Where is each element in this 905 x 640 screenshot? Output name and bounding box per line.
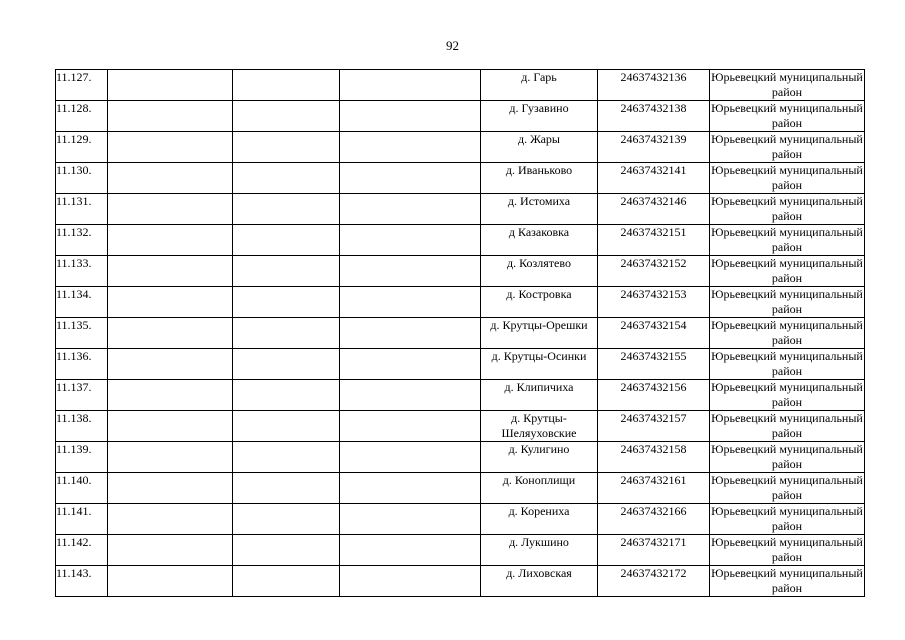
oktmo-code-cell: 24637432136 bbox=[598, 70, 710, 101]
empty-cell bbox=[340, 411, 481, 442]
empty-cell bbox=[108, 442, 233, 473]
settlement-name-cell: д. Жары bbox=[481, 132, 598, 163]
oktmo-code-cell: 24637432158 bbox=[598, 442, 710, 473]
empty-cell bbox=[233, 535, 340, 566]
settlement-name-cell: д. Коноплищи bbox=[481, 473, 598, 504]
empty-cell bbox=[108, 101, 233, 132]
settlement-name-cell: д. Козлятево bbox=[481, 256, 598, 287]
row-number-cell: 11.139. bbox=[56, 442, 108, 473]
settlement-name-cell: д. Крутцы-Осинки bbox=[481, 349, 598, 380]
table-row bbox=[56, 504, 865, 535]
empty-cell bbox=[340, 442, 481, 473]
row-number-cell: 11.143. bbox=[56, 566, 108, 597]
district-cell: Юрьевецкий муниципальный район bbox=[711, 535, 863, 564]
empty-cell bbox=[340, 287, 481, 318]
table-row bbox=[56, 442, 865, 473]
row-number-cell: 11.129. bbox=[56, 132, 108, 163]
empty-cell bbox=[233, 566, 340, 597]
district-cell: Юрьевецкий муниципальный район bbox=[711, 566, 863, 595]
district-cell: Юрьевецкий муниципальный район bbox=[711, 256, 863, 285]
table-row bbox=[56, 473, 865, 504]
empty-cell bbox=[233, 349, 340, 380]
settlement-name-cell: д. Крутцы-Шеляуховские bbox=[481, 411, 598, 442]
empty-cell bbox=[340, 349, 481, 380]
oktmo-code-cell: 24637432152 bbox=[598, 256, 710, 287]
empty-cell bbox=[233, 132, 340, 163]
oktmo-code-cell: 24637432166 bbox=[598, 504, 710, 535]
settlement-name-cell: д. Лукшино bbox=[481, 535, 598, 566]
empty-cell bbox=[108, 132, 233, 163]
empty-cell bbox=[233, 318, 340, 349]
district-cell: Юрьевецкий муниципальный район bbox=[711, 132, 863, 161]
settlement-name-cell: д. Лиховская bbox=[481, 566, 598, 597]
oktmo-code-cell: 24637432154 bbox=[598, 318, 710, 349]
oktmo-code-cell: 24637432151 bbox=[598, 225, 710, 256]
settlement-name-cell: д. Истомиха bbox=[481, 194, 598, 225]
empty-cell bbox=[233, 473, 340, 504]
empty-cell bbox=[340, 566, 481, 597]
table-row bbox=[56, 535, 865, 566]
settlement-name-cell: д. Крутцы-Орешки bbox=[481, 318, 598, 349]
empty-cell bbox=[233, 101, 340, 132]
district-cell: Юрьевецкий муниципальный район bbox=[711, 287, 863, 316]
empty-cell bbox=[340, 473, 481, 504]
empty-cell bbox=[108, 318, 233, 349]
empty-cell bbox=[233, 411, 340, 442]
table-row bbox=[56, 349, 865, 380]
page-number: 92 bbox=[446, 38, 459, 53]
oktmo-code-cell: 24637432171 bbox=[598, 535, 710, 566]
empty-cell bbox=[340, 132, 481, 163]
settlements-table bbox=[55, 69, 865, 597]
empty-cell bbox=[108, 225, 233, 256]
row-number-cell: 11.131. bbox=[56, 194, 108, 225]
settlement-name-cell: д. Кулигино bbox=[481, 442, 598, 473]
settlement-name-cell: д. Костровка bbox=[481, 287, 598, 318]
empty-cell bbox=[340, 225, 481, 256]
district-cell: Юрьевецкий муниципальный район bbox=[711, 225, 863, 254]
empty-cell bbox=[108, 504, 233, 535]
oktmo-code-cell: 24637432141 bbox=[598, 163, 710, 194]
district-cell: Юрьевецкий муниципальный район bbox=[711, 194, 863, 223]
empty-cell bbox=[340, 318, 481, 349]
table-row bbox=[56, 194, 865, 225]
settlement-name-cell: д. Корениха bbox=[481, 504, 598, 535]
district-cell: Юрьевецкий муниципальный район bbox=[711, 473, 863, 502]
row-number-cell: 11.133. bbox=[56, 256, 108, 287]
district-cell: Юрьевецкий муниципальный район bbox=[711, 101, 863, 130]
row-number-cell: 11.127. bbox=[56, 70, 108, 101]
empty-cell bbox=[340, 504, 481, 535]
table-row bbox=[56, 566, 865, 597]
empty-cell bbox=[108, 473, 233, 504]
district-cell: Юрьевецкий муниципальный район bbox=[711, 442, 863, 471]
empty-cell bbox=[233, 287, 340, 318]
row-number-cell: 11.137. bbox=[56, 380, 108, 411]
district-cell: Юрьевецкий муниципальный район bbox=[711, 411, 863, 440]
empty-cell bbox=[108, 163, 233, 194]
empty-cell bbox=[108, 349, 233, 380]
empty-cell bbox=[233, 194, 340, 225]
empty-cell bbox=[340, 256, 481, 287]
row-number-cell: 11.132. bbox=[56, 225, 108, 256]
row-number-cell: 11.142. bbox=[56, 535, 108, 566]
empty-cell bbox=[233, 442, 340, 473]
table-row bbox=[56, 287, 865, 318]
empty-cell bbox=[233, 504, 340, 535]
oktmo-code-cell: 24637432153 bbox=[598, 287, 710, 318]
table-row bbox=[56, 318, 865, 349]
empty-cell bbox=[233, 163, 340, 194]
empty-cell bbox=[108, 70, 233, 101]
settlement-name-cell: д. Гузавино bbox=[481, 101, 598, 132]
table-row bbox=[56, 411, 865, 442]
row-number-cell: 11.135. bbox=[56, 318, 108, 349]
district-cell: Юрьевецкий муниципальный район bbox=[711, 380, 863, 409]
empty-cell bbox=[340, 101, 481, 132]
oktmo-code-cell: 24637432138 bbox=[598, 101, 710, 132]
empty-cell bbox=[340, 535, 481, 566]
district-cell: Юрьевецкий муниципальный район bbox=[711, 163, 863, 192]
settlement-name-cell: д. Иваньково bbox=[481, 163, 598, 194]
empty-cell bbox=[108, 535, 233, 566]
table-body bbox=[56, 70, 865, 597]
row-number-cell: 11.141. bbox=[56, 504, 108, 535]
oktmo-code-cell: 24637432161 bbox=[598, 473, 710, 504]
empty-cell bbox=[340, 70, 481, 101]
row-number-cell: 11.138. bbox=[56, 411, 108, 442]
table-row bbox=[56, 70, 865, 101]
empty-cell bbox=[108, 411, 233, 442]
empty-cell bbox=[108, 566, 233, 597]
table-row bbox=[56, 225, 865, 256]
row-number-cell: 11.134. bbox=[56, 287, 108, 318]
oktmo-code-cell: 24637432157 bbox=[598, 411, 710, 442]
empty-cell bbox=[108, 287, 233, 318]
row-number-cell: 11.128. bbox=[56, 101, 108, 132]
settlement-name-cell: д Казаковка bbox=[481, 225, 598, 256]
row-number-cell: 11.140. bbox=[56, 473, 108, 504]
empty-cell bbox=[108, 256, 233, 287]
district-cell: Юрьевецкий муниципальный район bbox=[711, 349, 863, 378]
district-cell: Юрьевецкий муниципальный район bbox=[711, 70, 863, 99]
district-cell: Юрьевецкий муниципальный район bbox=[711, 504, 863, 533]
empty-cell bbox=[233, 256, 340, 287]
oktmo-code-cell: 24637432156 bbox=[598, 380, 710, 411]
empty-cell bbox=[340, 163, 481, 194]
settlement-name-cell: д. Гарь bbox=[481, 70, 598, 101]
table-row bbox=[56, 380, 865, 411]
table-row bbox=[56, 132, 865, 163]
table-row bbox=[56, 163, 865, 194]
oktmo-code-cell: 24637432146 bbox=[598, 194, 710, 225]
empty-cell bbox=[108, 380, 233, 411]
empty-cell bbox=[233, 225, 340, 256]
oktmo-code-cell: 24637432155 bbox=[598, 349, 710, 380]
row-number-cell: 11.130. bbox=[56, 163, 108, 194]
empty-cell bbox=[233, 380, 340, 411]
table-row bbox=[56, 256, 865, 287]
table-row bbox=[56, 101, 865, 132]
oktmo-code-cell: 24637432139 bbox=[598, 132, 710, 163]
empty-cell bbox=[108, 194, 233, 225]
empty-cell bbox=[233, 70, 340, 101]
row-number-cell: 11.136. bbox=[56, 349, 108, 380]
settlement-name-cell: д. Клипичиха bbox=[481, 380, 598, 411]
empty-cell bbox=[340, 194, 481, 225]
district-cell: Юрьевецкий муниципальный район bbox=[711, 318, 863, 347]
empty-cell bbox=[340, 380, 481, 411]
oktmo-code-cell: 24637432172 bbox=[598, 566, 710, 597]
